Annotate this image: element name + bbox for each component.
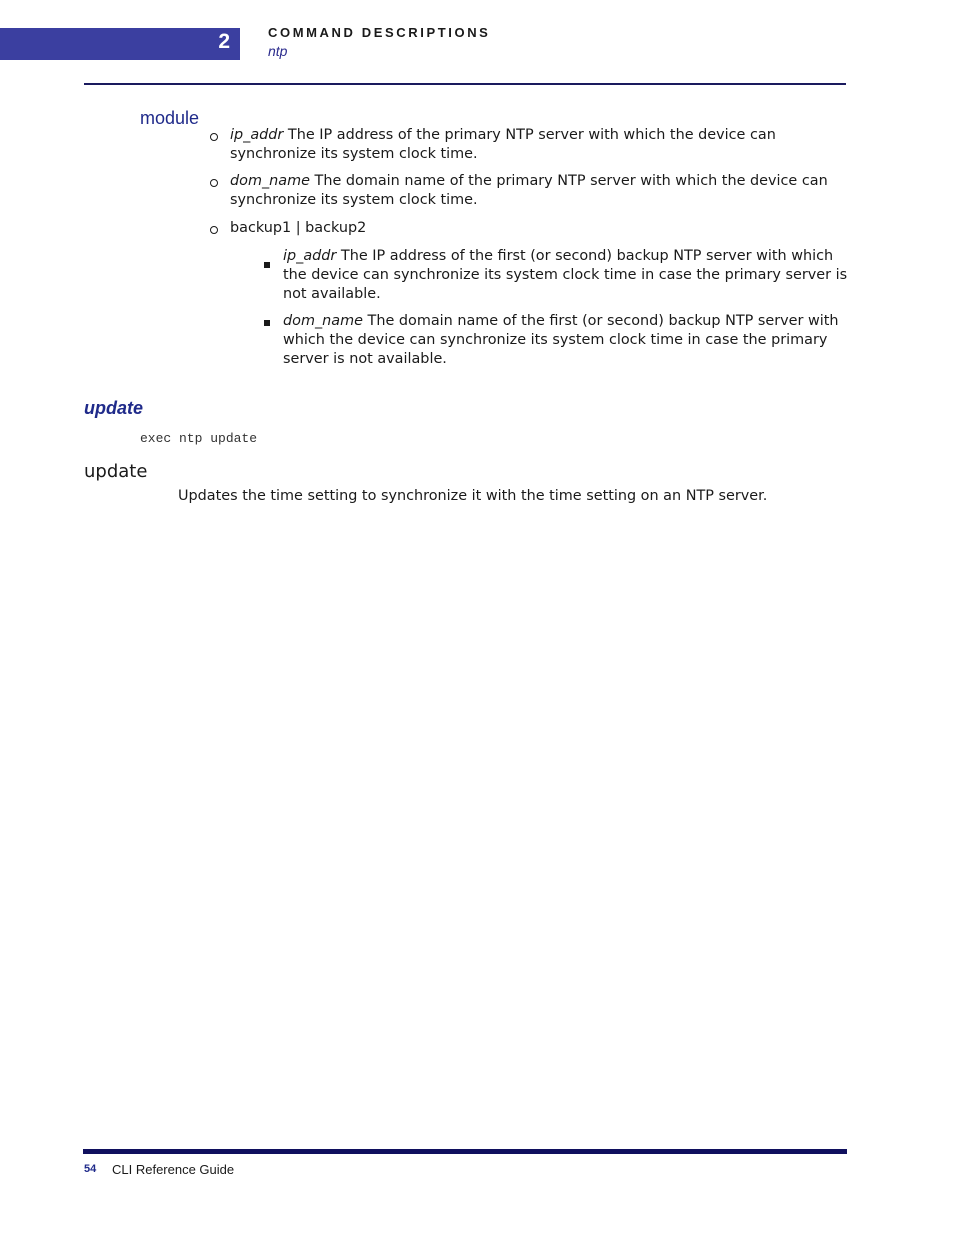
header-rule (84, 83, 846, 85)
circle-bullet-icon (210, 179, 218, 187)
chapter-number: 2 (218, 30, 230, 53)
list-item: dom_name The domain name of the first (or second) backup NTP server with which the device can synchronize its system clock time in case the primary server is not available. (283, 313, 839, 367)
subsection-title: ntp (268, 43, 288, 59)
list-item: backup1 | backup2 (230, 220, 367, 236)
list-item: ip_addr The IP address of the first (or second) backup NTP server with which the device can synchronize its system clock time in case the primary server is not available. (283, 248, 848, 302)
update-heading: update (84, 398, 144, 418)
square-bullet-icon (264, 262, 270, 268)
guide-name: CLI Reference Guide (112, 1162, 235, 1177)
circle-bullet-icon (210, 226, 218, 234)
parameter-description: Updates the time setting to synchronize it with the time setting on an NTP server. (178, 488, 768, 504)
section-title: COMMAND DESCRIPTIONS (268, 25, 491, 40)
square-bullet-icon (264, 320, 270, 326)
parameter-heading: update (84, 461, 148, 482)
footer-rule (83, 1149, 847, 1154)
page-number: 54 (84, 1163, 97, 1175)
chapter-tab (0, 28, 240, 60)
circle-bullet-icon (210, 133, 218, 141)
command-syntax: exec ntp update (140, 431, 258, 446)
module-heading: module (140, 108, 200, 128)
list-item: ip_addr The IP address of the primary NTP server with which the device can synchronize its system clock time. (230, 127, 776, 162)
list-item: dom_name The domain name of the primary NTP server with which the device can synchronize its system clock time. (230, 173, 828, 208)
